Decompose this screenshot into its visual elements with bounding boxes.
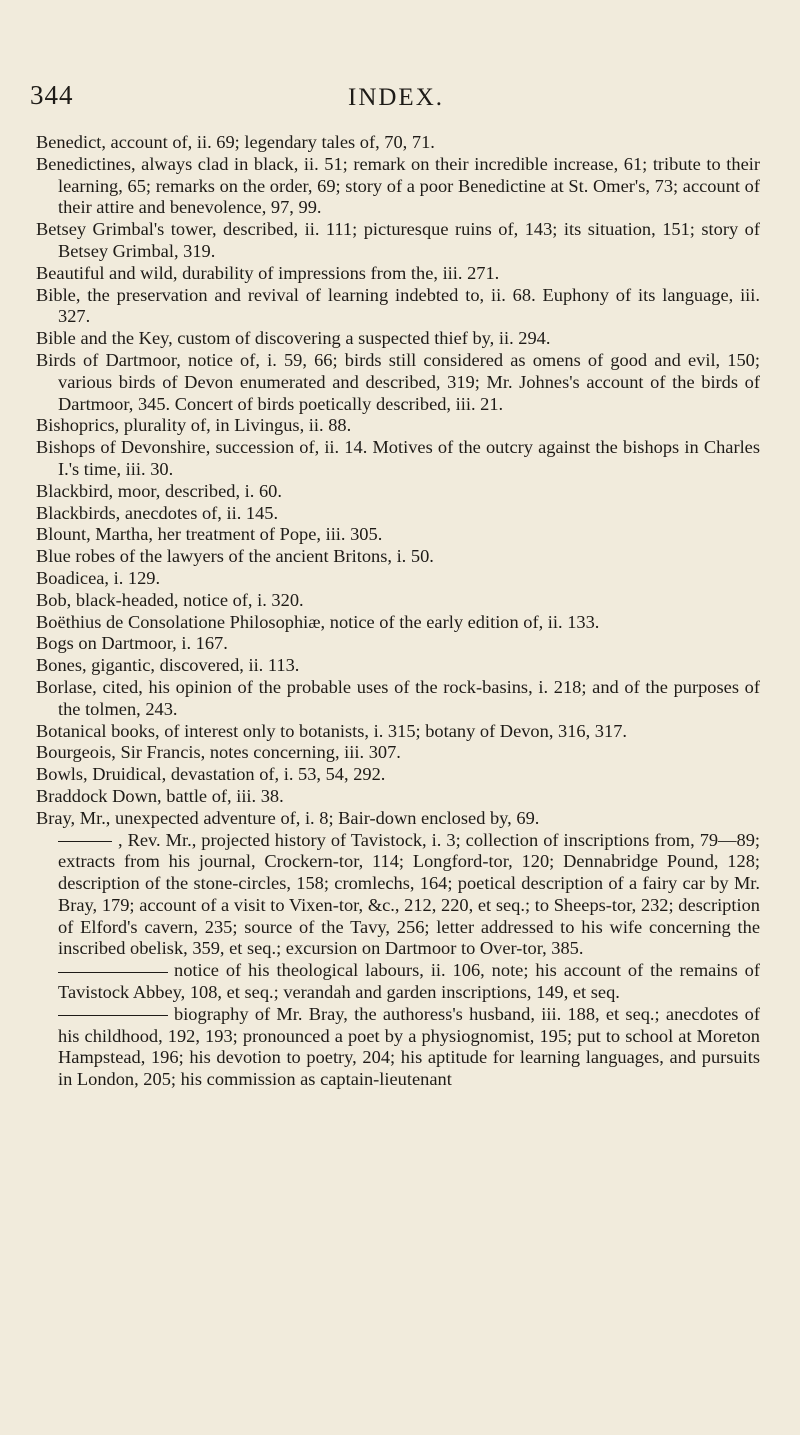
index-entry: Blount, Martha, her treatment of Pope, iii. 305. (36, 524, 383, 545)
index-entry: Blackbirds, anecdotes of, ii. 145. (36, 502, 279, 523)
index-entry: Betsey Grimbal's tower, described, ii. 111; picturesque ruins of, 143; its situation, 151; story of Betsey Grimbal, 319. (36, 219, 760, 261)
ditto-dash (58, 841, 112, 842)
index-entry: Bishoprics, plurality of, in Livingus, ii. 88. (36, 415, 352, 436)
ditto-dash (58, 1015, 168, 1016)
running-head: INDEX. (348, 84, 445, 111)
index-entry: Bourgeois, Sir Francis, notes concerning, iii. 307. (36, 742, 401, 763)
index-entry: Bob, black-headed, notice of, i. 320. (36, 589, 304, 610)
index-entry: Bogs on Dartmoor, i. 167. (36, 633, 228, 654)
subentry-text: notice of his theological labours, ii. 106, note; his account of the remains of Tavistock Abbey, 108, et seq.; verandah and garden inscriptions, 149, et seq. (58, 960, 760, 1003)
index-entry: Bones, gigantic, discovered, ii. 113. (36, 655, 300, 676)
index-entry: Bowls, Druidical, devastation of, i. 53, 54, 292. (36, 764, 386, 785)
subentry-text: , Rev. Mr., projected history of Tavistock, i. 3; collection of inscriptions from, 79—89; extracts from his journal, Crockern-tor, 114; Longford-tor, 120; Dennabridge Pound, 128; description of the stone-circles, 158; cromlechs, 164; poetical description of a fairy car by Mr. Bray, 179; account of a visit to Vixen-tor, &c., 212, 220, et seq.; to Sheeps-tor, 232; description of Elford's cavern, 235; source of the Tavy, 256; letter addressed to his wife concerning the inscribed obelisk, 359, et seq.; excursion on Dartmoor to Over-tor, 385. (58, 829, 760, 959)
page-header (30, 80, 770, 120)
index-entry: Bishops of Devonshire, succession of, ii. 14. Motives of the outcry against the bishops in Charles I.'s time, iii. 30. (36, 437, 760, 479)
subentry-text: biography of Mr. Bray, the authoress's husband, iii. 188, et seq.; anecdotes of his childhood, 192, 193; pronounced a poet by a physiognomist, 195; put to school at Moreton Hampstead, 196; his devotion to poetry, 204; his aptitude for learning languages, and pursuits in London, 205; his commission as captain-lieutenant (58, 1003, 760, 1090)
index-entry: Blackbird, moor, described, i. 60. (36, 480, 282, 501)
index-entries (36, 132, 760, 1091)
index-subentry (36, 1004, 760, 1091)
index-entry: Braddock Down, battle of, iii. 38. (36, 785, 284, 806)
index-entry: Borlase, cited, his opinion of the probable uses of the rock-basins, i. 218; and of the purposes of the tolmen, 243. (36, 676, 760, 719)
index-entry: Birds of Dartmoor, notice of, i. 59, 66; birds still considered as omens of good and evil, 150; various birds of Devon enumerated and described, 319; Mr. Johnes's account of the birds of Dartmoor, 345. Concert of birds poetically described, iii. 21. (36, 349, 760, 414)
page-number: 344 (30, 80, 74, 110)
index-subentry (36, 960, 760, 1004)
index-entry: Bray, Mr., unexpected adventure of, i. 8; Bair-down enclosed by, 69. (36, 807, 540, 828)
index-entry: Boëthius de Consolatione Philosophiæ, notice of the early edition of, ii. 133. (36, 611, 600, 632)
index-entry: Bible, the preservation and revival of learning indebted to, ii. 68. Euphony of its language, iii. 327. (36, 284, 760, 327)
ditto-dash (58, 972, 168, 973)
index-entry: Benedict, account of, ii. 69; legendary tales of, 70, 71. (36, 132, 435, 152)
index-subentry (36, 830, 760, 961)
index-entry: Benedictines, always clad in black, ii. 51; remark on their incredible increase, 61; tribute to their learning, 65; remarks on the order, 69; story of a poor Benedictine at St. Omer's, 73; account of their attire and benevolence, 97, 99. (36, 153, 760, 218)
index-entry: Bible and the Key, custom of discovering a suspected thief by, ii. 294. (36, 328, 551, 349)
index-entry: Beautiful and wild, durability of impressions from the, iii. 271. (36, 262, 500, 283)
index-entry: Boadicea, i. 129. (36, 567, 161, 588)
index-entry: Blue robes of the lawyers of the ancient Britons, i. 50. (36, 546, 434, 567)
index-entry: Botanical books, of interest only to botanists, i. 315; botany of Devon, 316, 317. (36, 720, 627, 741)
